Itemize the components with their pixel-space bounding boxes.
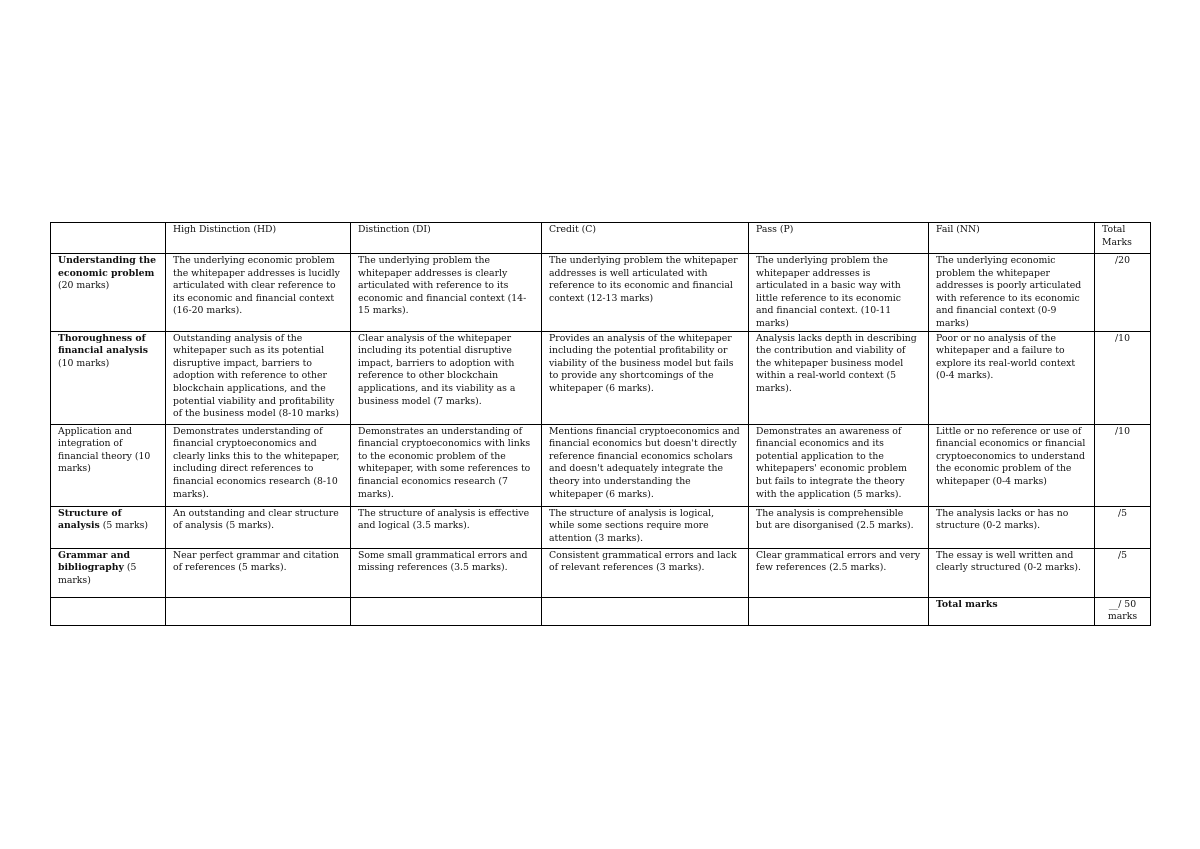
table-row bbox=[51, 424, 1151, 506]
cell-hd: Outstanding analysis of the whitepaper such as its potential disruptive impact, barriers to adoption with reference to other blockchain applications, and the potential viability and profitability of the business model (8-10 marks) bbox=[166, 331, 351, 424]
cell-hd: An outstanding and clear structure of analysis (5 marks). bbox=[166, 506, 351, 548]
empty-cell bbox=[51, 597, 166, 625]
criterion-title: Thoroughness of financial analysis bbox=[58, 332, 149, 357]
cell-hd: Demonstrates understanding of financial cryptoeconomics and clearly links this to the whitepaper, including direct references to financial economics research (8-10 marks). bbox=[166, 424, 351, 506]
cell-nn: The analysis lacks or has no structure (0-2 marks). bbox=[929, 506, 1095, 548]
empty-cell bbox=[166, 597, 351, 625]
cell-nn: The essay is well written and clearly structured (0-2 marks). bbox=[929, 548, 1095, 597]
cell-di: The structure of analysis is effective and logical (3.5 marks). bbox=[351, 506, 542, 548]
total-marks-value: __/ 50 marks bbox=[1095, 597, 1151, 625]
header-di: Distinction (DI) bbox=[351, 223, 542, 254]
table-row bbox=[51, 506, 1151, 548]
criterion-marks: Application and integration of financial theory (10 marks) bbox=[58, 425, 151, 475]
header-empty-cell bbox=[51, 223, 166, 254]
cell-cr: Mentions financial cryptoeconomics and financial economics but doesn't directly reference financial economics scholars and doesn't adequately integrate the theory into understanding the whitepaper (6 marks). bbox=[542, 424, 749, 506]
cell-marks: /10 bbox=[1095, 331, 1151, 424]
criterion-marks: (5 marks) bbox=[99, 520, 149, 532]
rubric-table bbox=[50, 222, 1151, 626]
criterion-marks: (20 marks) bbox=[58, 280, 110, 292]
criterion-marks: (10 marks) bbox=[58, 357, 110, 369]
cell-nn: Little or no reference or use of financial economics or financial cryptoeconomics to understand the economic problem of the whitepaper (0-4 marks) bbox=[929, 424, 1095, 506]
criterion-cell bbox=[51, 424, 166, 506]
criterion-cell bbox=[51, 548, 166, 597]
cell-cr: Provides an analysis of the whitepaper including the potential profitability or viability of the business model but fails to provide any shortcomings of the whitepaper (6 marks). bbox=[542, 331, 749, 424]
criterion-cell bbox=[51, 506, 166, 548]
cell-nn: Poor or no analysis of the whitepaper and a failure to explore its real-world context (0-4 marks). bbox=[929, 331, 1095, 424]
total-row bbox=[51, 597, 1151, 625]
cell-cr: Consistent grammatical errors and lack of relevant references (3 marks). bbox=[542, 548, 749, 597]
table-row bbox=[51, 254, 1151, 332]
criterion-cell bbox=[51, 254, 166, 332]
cell-marks: /5 bbox=[1095, 548, 1151, 597]
cell-hd: The underlying economic problem the whitepaper addresses is lucidly articulated with clear reference to its economic and financial context (16-20 marks). bbox=[166, 254, 351, 332]
cell-hd: Near perfect grammar and citation of references (5 marks). bbox=[166, 548, 351, 597]
header-total: Total Marks bbox=[1095, 223, 1151, 254]
header-ps: Pass (P) bbox=[749, 223, 929, 254]
cell-cr: The underlying problem the whitepaper addresses is well articulated with reference to its economic and financial context (12-13 marks) bbox=[542, 254, 749, 332]
table-row bbox=[51, 331, 1151, 424]
cell-di: The underlying problem the whitepaper addresses is clearly articulated with reference to its economic and financial context (14-15 marks). bbox=[351, 254, 542, 332]
header-hd: High Distinction (HD) bbox=[166, 223, 351, 254]
cell-di: Demonstrates an understanding of financial cryptoeconomics with links to the economic problem of the whitepaper, with some references to financial economics research (7 marks). bbox=[351, 424, 542, 506]
criterion-title: Grammar and bibliography bbox=[58, 549, 130, 574]
criterion-marks: (5 marks) bbox=[58, 562, 137, 586]
header-nn: Fail (NN) bbox=[929, 223, 1095, 254]
table-row bbox=[51, 548, 1151, 597]
cell-ps: Clear grammatical errors and very few references (2.5 marks). bbox=[749, 548, 929, 597]
cell-nn: The underlying economic problem the whitepaper addresses is poorly articulated with reference to its economic and financial context (0-9 marks) bbox=[929, 254, 1095, 332]
cell-di: Clear analysis of the whitepaper including its potential disruptive impact, barriers to adoption with reference to other blockchain applications, and its viability as a business model (7 marks). bbox=[351, 331, 542, 424]
criterion-title: Understanding the economic problem bbox=[58, 255, 156, 279]
criterion-title: Structure of analysis bbox=[58, 507, 122, 532]
criterion-cell bbox=[51, 331, 166, 424]
empty-cell bbox=[351, 597, 542, 625]
cell-cr: The structure of analysis is logical, while some sections require more attention (3 marks). bbox=[542, 506, 749, 548]
cell-marks: /20 bbox=[1095, 254, 1151, 332]
header-cr: Credit (C) bbox=[542, 223, 749, 254]
empty-cell bbox=[749, 597, 929, 625]
cell-ps: The underlying problem the whitepaper addresses is articulated in a basic way with little reference to its economic and financial context. (10-11 marks) bbox=[749, 254, 929, 332]
empty-cell bbox=[542, 597, 749, 625]
cell-ps: Analysis lacks depth in describing the contribution and viability of the whitepaper business model within a real-world context (5 marks). bbox=[749, 331, 929, 424]
cell-marks: /5 bbox=[1095, 506, 1151, 548]
cell-ps: Demonstrates an awareness of financial economics and its potential application to the whitepapers' economic problem but fails to integrate the theory with the application (5 marks). bbox=[749, 424, 929, 506]
cell-di: Some small grammatical errors and missing references (3.5 marks). bbox=[351, 548, 542, 597]
total-marks-label: Total marks bbox=[929, 597, 1095, 625]
header-row bbox=[51, 223, 1151, 254]
cell-marks: /10 bbox=[1095, 424, 1151, 506]
cell-ps: The analysis is comprehensible but are disorganised (2.5 marks). bbox=[749, 506, 929, 548]
